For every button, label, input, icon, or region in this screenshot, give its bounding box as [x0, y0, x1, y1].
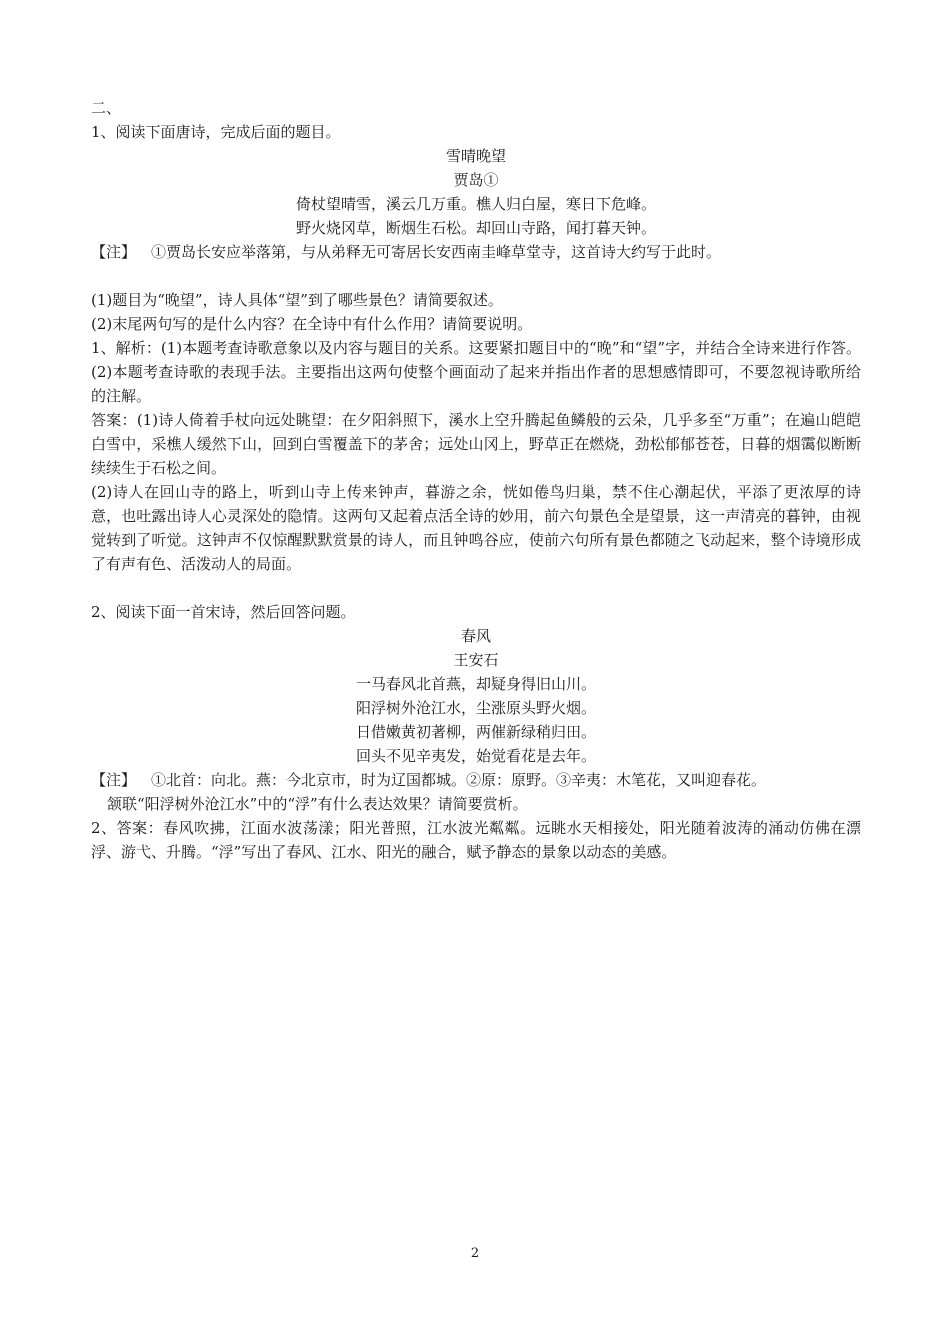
note-text: ①贾岛长安应举落第，与从弟释无可寄居长安西南圭峰草堂寺，这首诗大约写于此时。 — [151, 243, 722, 261]
question-1-sub-2: (2)末尾两句写的是什么内容？在全诗中有什么作用？请简要说明。 — [91, 315, 533, 333]
poem-2-author: 王安石 — [453, 651, 499, 669]
question-1-analysis: 1、解析：(1)本题考查诗歌意象以及内容与题目的关系。这要紧扣题目中的“晚”和“望”字，并结合全诗来进行作答。(2)本题考查诗歌的表现手法。主要指出这两句使整个画面动了起来并指出作者的思想感情即可，不要忽视诗歌所给的注解。 — [91, 339, 861, 405]
question-1-answer-1: 答案：(1)诗人倚着手杖向远处眺望：在夕阳斜照下，溪水上空升腾起鱼鳞般的云朵，几乎多至“万重”；在遍山皑皑白雪中，采樵人缓然下山，回到白雪覆盖下的茅舍；远处山冈上，野草正在燃烧，劲松郁郁苍苍，日暮的烟霭似断断续续生于石松之间。 — [91, 411, 861, 477]
question-1-answer-2: (2)诗人在回山寺的路上，听到山寺上传来钟声，暮游之余，恍如倦鸟归巢，禁不住心潮起伏，平添了更浓厚的诗意，也吐露出诗人心灵深处的隐情。这两句又起着点活全诗的妙用，前六句景色全是望景，这一声清亮的暮钟，由视觉转到了听觉。这钟声不仅惊醒默默赏景的诗人，而且钟鸣谷应，使前六句所有景色都随之飞动起来，整个诗境形成了有声有色、活泼动人的局面。 — [91, 483, 861, 573]
poem-1-note — [91, 240, 861, 264]
note-label: 【注】 — [91, 771, 137, 789]
poem-2-line: 日借嫩黄初著柳，两催新绿稍归田。 — [355, 723, 596, 741]
note-text: ①北首：向北。燕：今北京市，时为辽国都城。②原：原野。③辛夷：木笔花，又叫迎春花。 — [151, 771, 767, 789]
poem-2-line: 回头不见辛夷发，始觉看花是去年。 — [355, 747, 596, 765]
poem-1-line: 野火烧冈草，断烟生石松。却回山寺路，闻打暮天钟。 — [295, 219, 656, 237]
poem-2-title: 春风 — [460, 627, 491, 645]
document-page — [91, 96, 861, 864]
spacer — [91, 264, 861, 288]
note-label: 【注】 — [91, 243, 137, 261]
poem-2-note — [91, 768, 861, 792]
question-2-prompt: 2、阅读下面一首宋诗，然后回答问题。 — [91, 603, 356, 621]
poem-1-line: 倚杖望晴雪，溪云几万重。樵人归白屋，寒日下危峰。 — [295, 195, 656, 213]
spacer — [91, 576, 861, 600]
question-2-question: 颔联“阳浮树外沧江水”中的“浮”有什么表达效果？请简要赏析。 — [107, 795, 528, 813]
question-1-prompt: 1、阅读下面唐诗，完成后面的题目。 — [91, 123, 341, 141]
poem-2-line: 阳浮树外沧江水，尘涨原头野火烟。 — [355, 699, 596, 717]
poem-1-title: 雪晴晚望 — [445, 147, 506, 165]
poem-1-author: 贾岛① — [453, 171, 499, 189]
page-number: 2 — [470, 1246, 480, 1261]
section-heading: 二、 — [91, 99, 122, 117]
poem-2-line: 一马春风北首燕，却疑身得旧山川。 — [355, 675, 596, 693]
question-2-answer: 2、答案：春风吹拂，江面水波荡漾；阳光普照，江水波光粼粼。远眺水天相接处，阳光随着波涛的涌动仿佛在漂浮、游弋、升腾。“浮”写出了春风、江水、阳光的融合，赋予静态的景象以动态的美感。 — [91, 819, 861, 861]
question-1-sub-1: (1)题目为“晚望”，诗人具体“望”到了哪些景色？请简要叙述。 — [91, 291, 503, 309]
